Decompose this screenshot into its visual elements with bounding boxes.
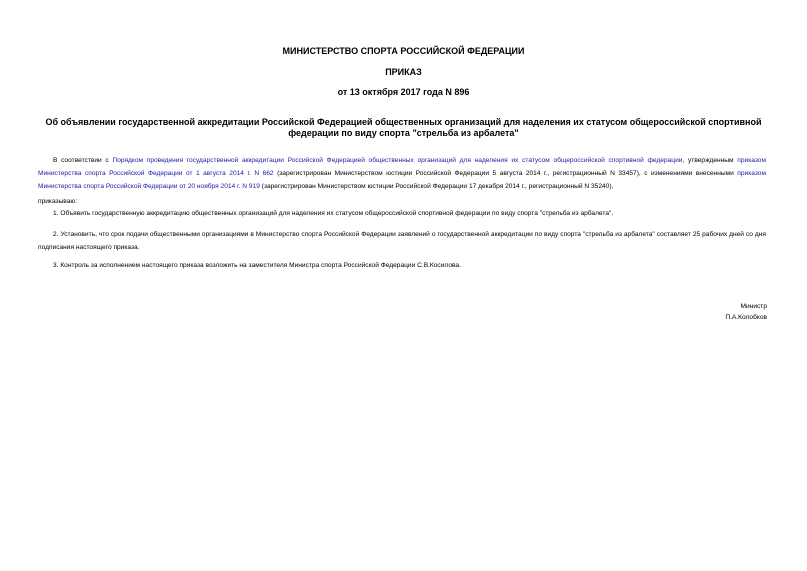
order-item-2: 2. Установить, что срок подачи общественными организациями в Министерство спорта Российской Федерации заявлений о государственной аккредитации по виду спорта "стрельба из арбалета" составляет 25 рабочих дней со дня подписания настоящего приказа. [38, 231, 766, 251]
preamble-text-2: , утвержденным [682, 157, 738, 164]
order-662-link[interactable]: приказом Министерства спорта Российской Федерации от 1 августа 2014 г. N 662 [38, 157, 766, 177]
preamble-paragraph [38, 154, 766, 193]
order-item-1: 1. Объявить государственную аккредитацию общественных организаций для наделения их статусом общероссийской спортивной федерации по виду спорта "стрельба из арбалета". [53, 210, 614, 217]
preamble-text-4: (зарегистрирован Министерством юстиции Российской Федерации 17 декабря 2014 г., регистрационный N 35240), [259, 183, 614, 190]
preamble-text-1: В соответствии с [53, 157, 113, 164]
order-word: приказываю: [38, 198, 78, 205]
signature-name: П.А.Колобков [725, 314, 767, 321]
signature-position: Министр [740, 303, 767, 310]
preamble-text-3: (зарегистрирован Министерством юстиции Российской Федерации 5 августа 2014 г., регистрационный N 33457), с изменениями внесенными [273, 170, 738, 177]
order-item-3: 3. Контроль за исполнением настоящего приказа возложить на заместителя Министра спорта Российской Федерации С.В.Косилова. [53, 262, 461, 269]
document-title: Об объявлении государственной аккредитации Российской Федерацией общественных организаций для наделения их статусом общероссийской спортивной федерации по виду спорта "стрельба из арбалета" [45, 117, 762, 138]
ministry-heading: МИНИСТЕРСТВО СПОРТА РОССИЙСКОЙ ФЕДЕРАЦИИ [282, 46, 525, 56]
date-number-heading: от 13 октября 2017 года N 896 [337, 87, 470, 97]
order-919-link[interactable]: приказом Министерства спорта Российской Федерации от 20 ноября 2014 г. N 919 [38, 170, 766, 190]
procedure-link[interactable]: Порядком проведения государственной аккредитации Российской Федерацией общественных организаций для наделения их статусом общероссийской спортивной федерации [112, 157, 683, 164]
doc-type-heading: ПРИКАЗ [385, 67, 422, 77]
